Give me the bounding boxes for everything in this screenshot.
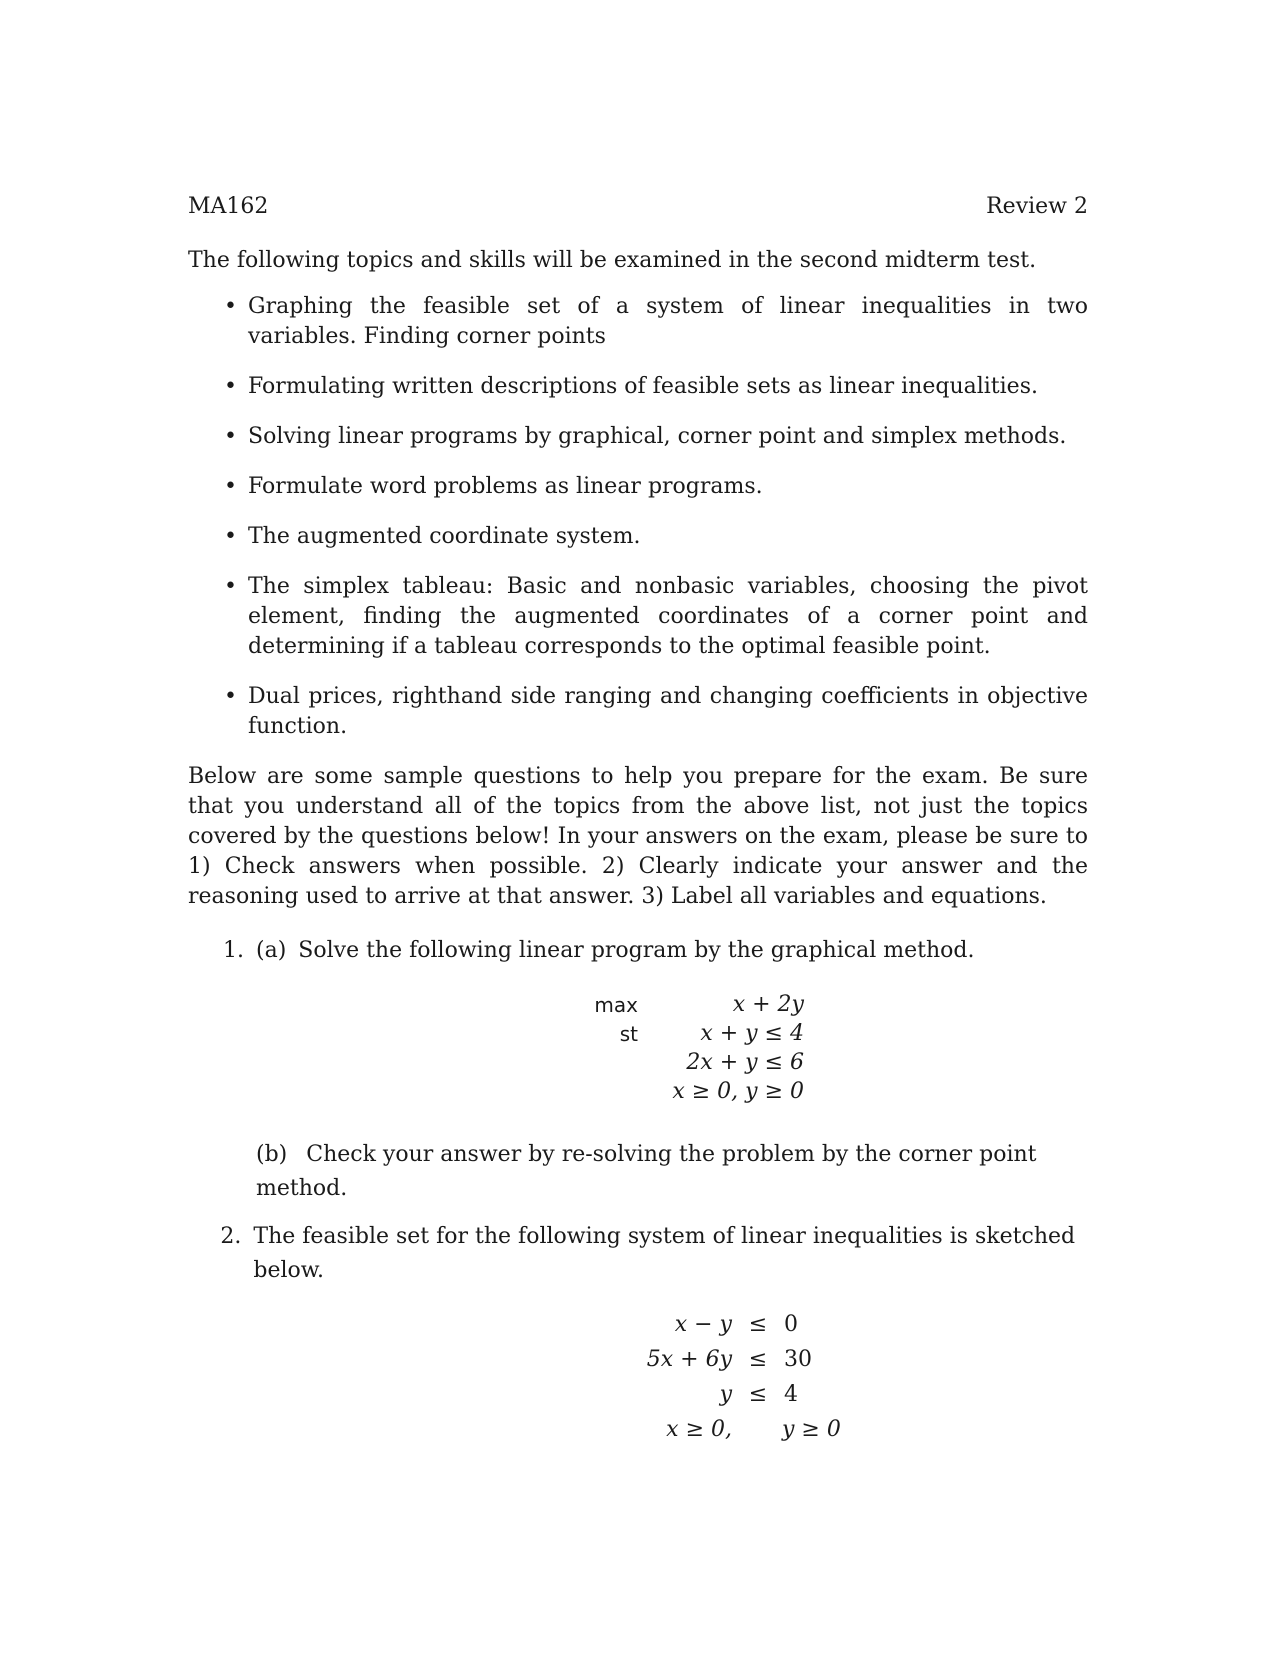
inequality-row — [188, 1343, 1088, 1377]
objective-expression: x + 2y — [732, 992, 804, 1017]
intro-text: The following topics and skills will be examined in the second midterm test. — [188, 248, 1037, 273]
lp-constraint-row — [188, 1019, 1088, 1049]
inequality-system — [188, 1308, 1088, 1468]
lp-constraint-row — [188, 1077, 1088, 1107]
problem-1-a — [188, 934, 1088, 968]
inequality-row — [188, 1378, 1088, 1412]
review-title: Review 2 — [986, 194, 1088, 219]
problem-1b-text: Check your answer by re-solving the problem by the corner point method. — [256, 1142, 1037, 1201]
topic-item: • Dual prices, righthand side ranging and changing coefficients in objective function. — [224, 682, 1088, 742]
inequality-operator: ≤ — [748, 1347, 768, 1372]
topic-item: • The augmented coordinate system. — [224, 522, 1088, 552]
topic-item: • The simplex tableau: Basic and nonbasic variables, choosing the pivot element, finding the augmented coordinates of a corner point and determining if a tableau corresponds to the optimal feasible point. — [224, 572, 1088, 662]
inequality-operator: ≤ — [748, 1312, 768, 1337]
lp-objective-row — [188, 990, 1088, 1020]
course-code: MA162 — [188, 194, 269, 219]
inequality-lhs: 5x + 6y — [646, 1347, 732, 1372]
page-header — [188, 190, 1088, 224]
inequality-lhs: x − y — [674, 1312, 732, 1337]
topic-item: • Solving linear programs by graphical, corner point and simplex methods. — [224, 422, 1088, 452]
problem-2-text: The feasible set for the following system of linear inequalities is sketched below. — [253, 1224, 1076, 1283]
inequality-rhs: 0 — [784, 1312, 798, 1337]
topic-item: • Formulating written descriptions of feasible sets as linear inequalities. — [224, 372, 1088, 402]
constraint-1: x + y ≤ 4 — [700, 1021, 804, 1046]
constraint-2: 2x + y ≤ 6 — [686, 1050, 804, 1075]
instructions-paragraph: Below are some sample questions to help you prepare for the exam. Be sure that you understand all of the topics from the above list, not just the topics covered by the questions below! In your answers on the exam, please be sure to 1) Check answers when possible. 2) Clearly indicate your answer and the reasoning used to arrive at that answer. 3) Label all variables and equations. — [188, 764, 1088, 909]
nonnegativity-constraint: x ≥ 0, y ≥ 0 — [672, 1079, 804, 1104]
problem-1-b — [188, 1138, 1088, 1206]
inequality-operator: ≤ — [748, 1382, 768, 1407]
linear-program — [188, 990, 1088, 1120]
st-keyword: st — [619, 1022, 638, 1046]
inequality-rhs: 30 — [784, 1347, 812, 1372]
problem-number: 1. — [223, 938, 244, 963]
problem-2 — [188, 1220, 1088, 1288]
sub-label-a: (a) — [256, 938, 287, 963]
lp-constraint-row — [188, 1048, 1088, 1078]
topics-list — [188, 292, 1088, 742]
nonnegativity-y: y ≥ 0 — [782, 1417, 841, 1442]
max-keyword: max — [594, 993, 638, 1017]
topic-item: • Formulate word problems as linear programs. — [224, 472, 1088, 502]
inequality-rhs: 4 — [784, 1382, 798, 1407]
sub-label-b: (b) — [256, 1142, 288, 1167]
nonnegativity-x: x ≥ 0, — [666, 1417, 732, 1442]
inequality-lhs: y — [719, 1382, 732, 1407]
inequality-row — [188, 1413, 1088, 1447]
problem-1a-text: Solve the following linear program by the graphical method. — [298, 938, 975, 963]
problems-section — [188, 934, 1088, 1468]
problem-number: 2. — [220, 1224, 242, 1249]
topic-item: • Graphing the feasible set of a system of linear inequalities in two variables. Finding corner points — [224, 292, 1088, 352]
document-page — [188, 190, 1088, 1468]
inequality-row — [188, 1308, 1088, 1342]
